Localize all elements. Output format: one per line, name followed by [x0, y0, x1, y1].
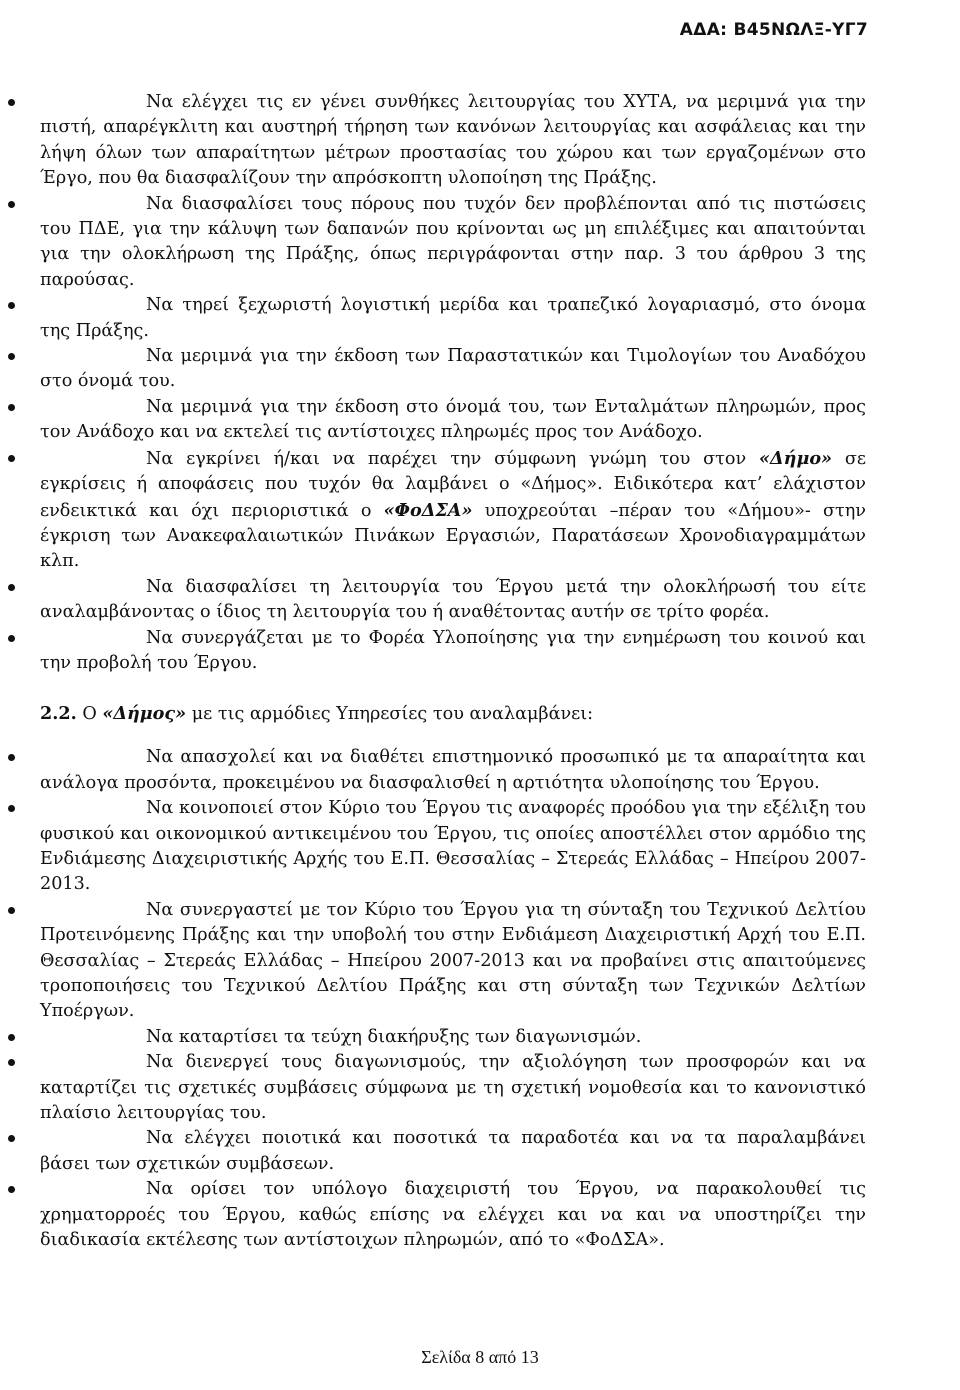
entity-municipality: «Δήμο» [759, 447, 833, 469]
list-item-text: υποχρεούται –πέραν του «Δήμου»- στην έγκριση των Ανακεφαλαιωτικών Πινάκων Εργασιών, Παρατάσεων Χρονοδιαγραμμάτων κλπ. [40, 500, 866, 572]
list-item-text: Να συνεργαστεί με τον Κύριο του Έργου για τη σύνταξη του Τεχνικού Δελτίου Προτεινόμενης Πράξης και την υποβολή του στην Ενδιάμεση Διαχειριστική Αρχή του Ε.Π. Θεσσαλίας – Στερεάς Ελλάδας – Ηπείρου 2007-2013 και να προβαίνει στις απαιτούμενες τροποποιήσεις του Τεχνικού Δελτίου Πράξης και στη σύνταξη των Τεχνικών Δελτίων Υποέργων. [40, 899, 866, 1022]
list-item-text: Να ελέγχει ποιοτικά και ποσοτικά τα παραδοτέα και να τα παραλαμβάνει βάσει των σχετικών συμβάσεων. [40, 1128, 866, 1174]
list-item-text: Να διενεργεί τους διαγωνισμούς, την αξιολόγηση των προσφορών και να καταρτίζει τις σχετικές συμβάσεις σύμφωνα με τη σχετική νομοθεσία και το κανονιστικό πλαίσιο λειτουργίας του. [40, 1052, 866, 1124]
entity-municipality: «Δήμος» [102, 703, 187, 725]
list-item-text: Να κοινοποιεί στον Κύριο του Έργου τις αναφορές προόδου για την εξέλιξη του φυσικού και οικονομικού αντικειμένου του Έργου, τις οποίες αποστέλλει στον αρμόδιο της Ενδιάμεσης Διαχειριστικής Αρχής του Ε.Π. Θεσσαλίας – Στερεάς Ελλάδας – Ηπείρου 2007-2013. [40, 798, 866, 895]
list-item-text: Να τηρεί ξεχωριστή λογιστική μερίδα και τραπεζικό λογαριασμό, στο όνομα της Πράξης. [40, 295, 866, 341]
section-text: με τις αρμόδιες Υπηρεσίες του αναλαμβάνει: [186, 704, 594, 725]
list-item-text: Να εγκρίνει ή/και να παρέχει την σύμφωνη γνώμη του στον [146, 448, 759, 469]
list-item [40, 745, 866, 796]
list-item-text: Να μεριμνά για την έκδοση στο όνομά του, των Ενταλμάτων πληρωμών, προς τον Ανάδοχο και να εκτελεί τις αντίστοιχες πληρωμές προς τον Ανάδοχο. [40, 396, 866, 443]
list-item-text: Να απασχολεί και να διαθέτει επιστημονικό προσωπικό με τα απαραίτητα και ανάλογα προσόντα, προκειμένου να διασφαλισθεί η αρτιότητα υλοποίησης του Έργου. [40, 747, 866, 793]
list-item [40, 293, 866, 344]
list-item-text: Να ορίσει τον υπόλογο διαχειριστή του Έργου, να παρακολουθεί τις χρηματορροές του Έργου, καθώς επίσης να ελέγχει και να και να υποστηρίζει την διαδικασία εκτέλεσης των αντίστοιχων πληρωμών, από το «ΦοΔΣΑ». [40, 1179, 866, 1251]
list-item-text: σε εγκρίσεις ή αποφάσεις που τυχόν θα λαμβάνει ο «Δήμος». Ειδικότερα κατ’ ελάχιστον ενδεικτικά και όχι περιοριστικά ο [40, 448, 866, 521]
list-item [40, 796, 866, 898]
list-item-text: Να συνεργάζεται με το Φορέα Υλοποίησης για την ενημέρωση του κοινού και την προβολή του Έργου. [40, 627, 866, 673]
list-item [40, 1050, 866, 1126]
list-item [40, 1126, 866, 1177]
list-item [40, 344, 866, 395]
list-item-text: Να διασφαλίσει τη λειτουργία του Έργου μετά την ολοκλήρωσή του είτε αναλαμβάνοντας ο ίδιος τη λειτουργία του ή αναθέτοντας αυτήν σε τρίτο φορέα. [40, 576, 866, 623]
section-heading [40, 701, 866, 727]
list-item-text: Να ελέγχει τις εν γένει συνθήκες λειτουργίας του ΧΥΤΑ, να μεριμνά για την πιστή, απαρέγκλιτη και αυστηρή τήρηση των κανόνων λειτουργίας και ασφάλειας και την λήψη όλων των απαραίτητων μέτρων προστασίας του χώρου και των εργαζομένων στο Έργο, που θα διασφαλίζουν την απρόσκοπτη υλοποίηση της Πράξης. [40, 92, 866, 189]
section-text: Ο [76, 704, 103, 725]
document-code: ΑΔΑ: Β45ΝΩΛΞ-ΥΓ7 [679, 20, 868, 40]
list-item-text: Να μεριμνά για την έκδοση των Παραστατικών και Τιμολογίων του Αναδόχου στο όνομά του. [40, 346, 866, 392]
list-item [40, 192, 866, 294]
list-item [40, 1025, 866, 1050]
list-item [40, 90, 866, 192]
document-body [40, 90, 866, 1253]
list-item [40, 575, 866, 626]
page-number: Σελίδα 8 από 13 [421, 1347, 539, 1367]
list-item-approval [40, 446, 866, 575]
list-item [40, 898, 866, 1025]
section-number: 2.2. [40, 703, 77, 725]
entity-fodsa: «ΦοΔΣΑ» [383, 499, 473, 521]
list-item [40, 1177, 866, 1253]
list-item-text: Να καταρτίσει τα τεύχη διακήρυξης των διαγωνισμών. [146, 1026, 642, 1047]
list-item [40, 626, 866, 677]
list-item-text: Να διασφαλίσει τους πόρους που τυχόν δεν προβλέπονται από τις πιστώσεις του ΠΔΕ, για την κάλυψη των δαπανών που κρίνονται ως μη επιλέξιμες και απαιτούνται για την ολοκλήρωση της Πράξης, όπως περιγράφονται στην παρ. 3 του άρθρου 3 της παρούσας. [40, 193, 866, 290]
list-item [40, 395, 866, 446]
